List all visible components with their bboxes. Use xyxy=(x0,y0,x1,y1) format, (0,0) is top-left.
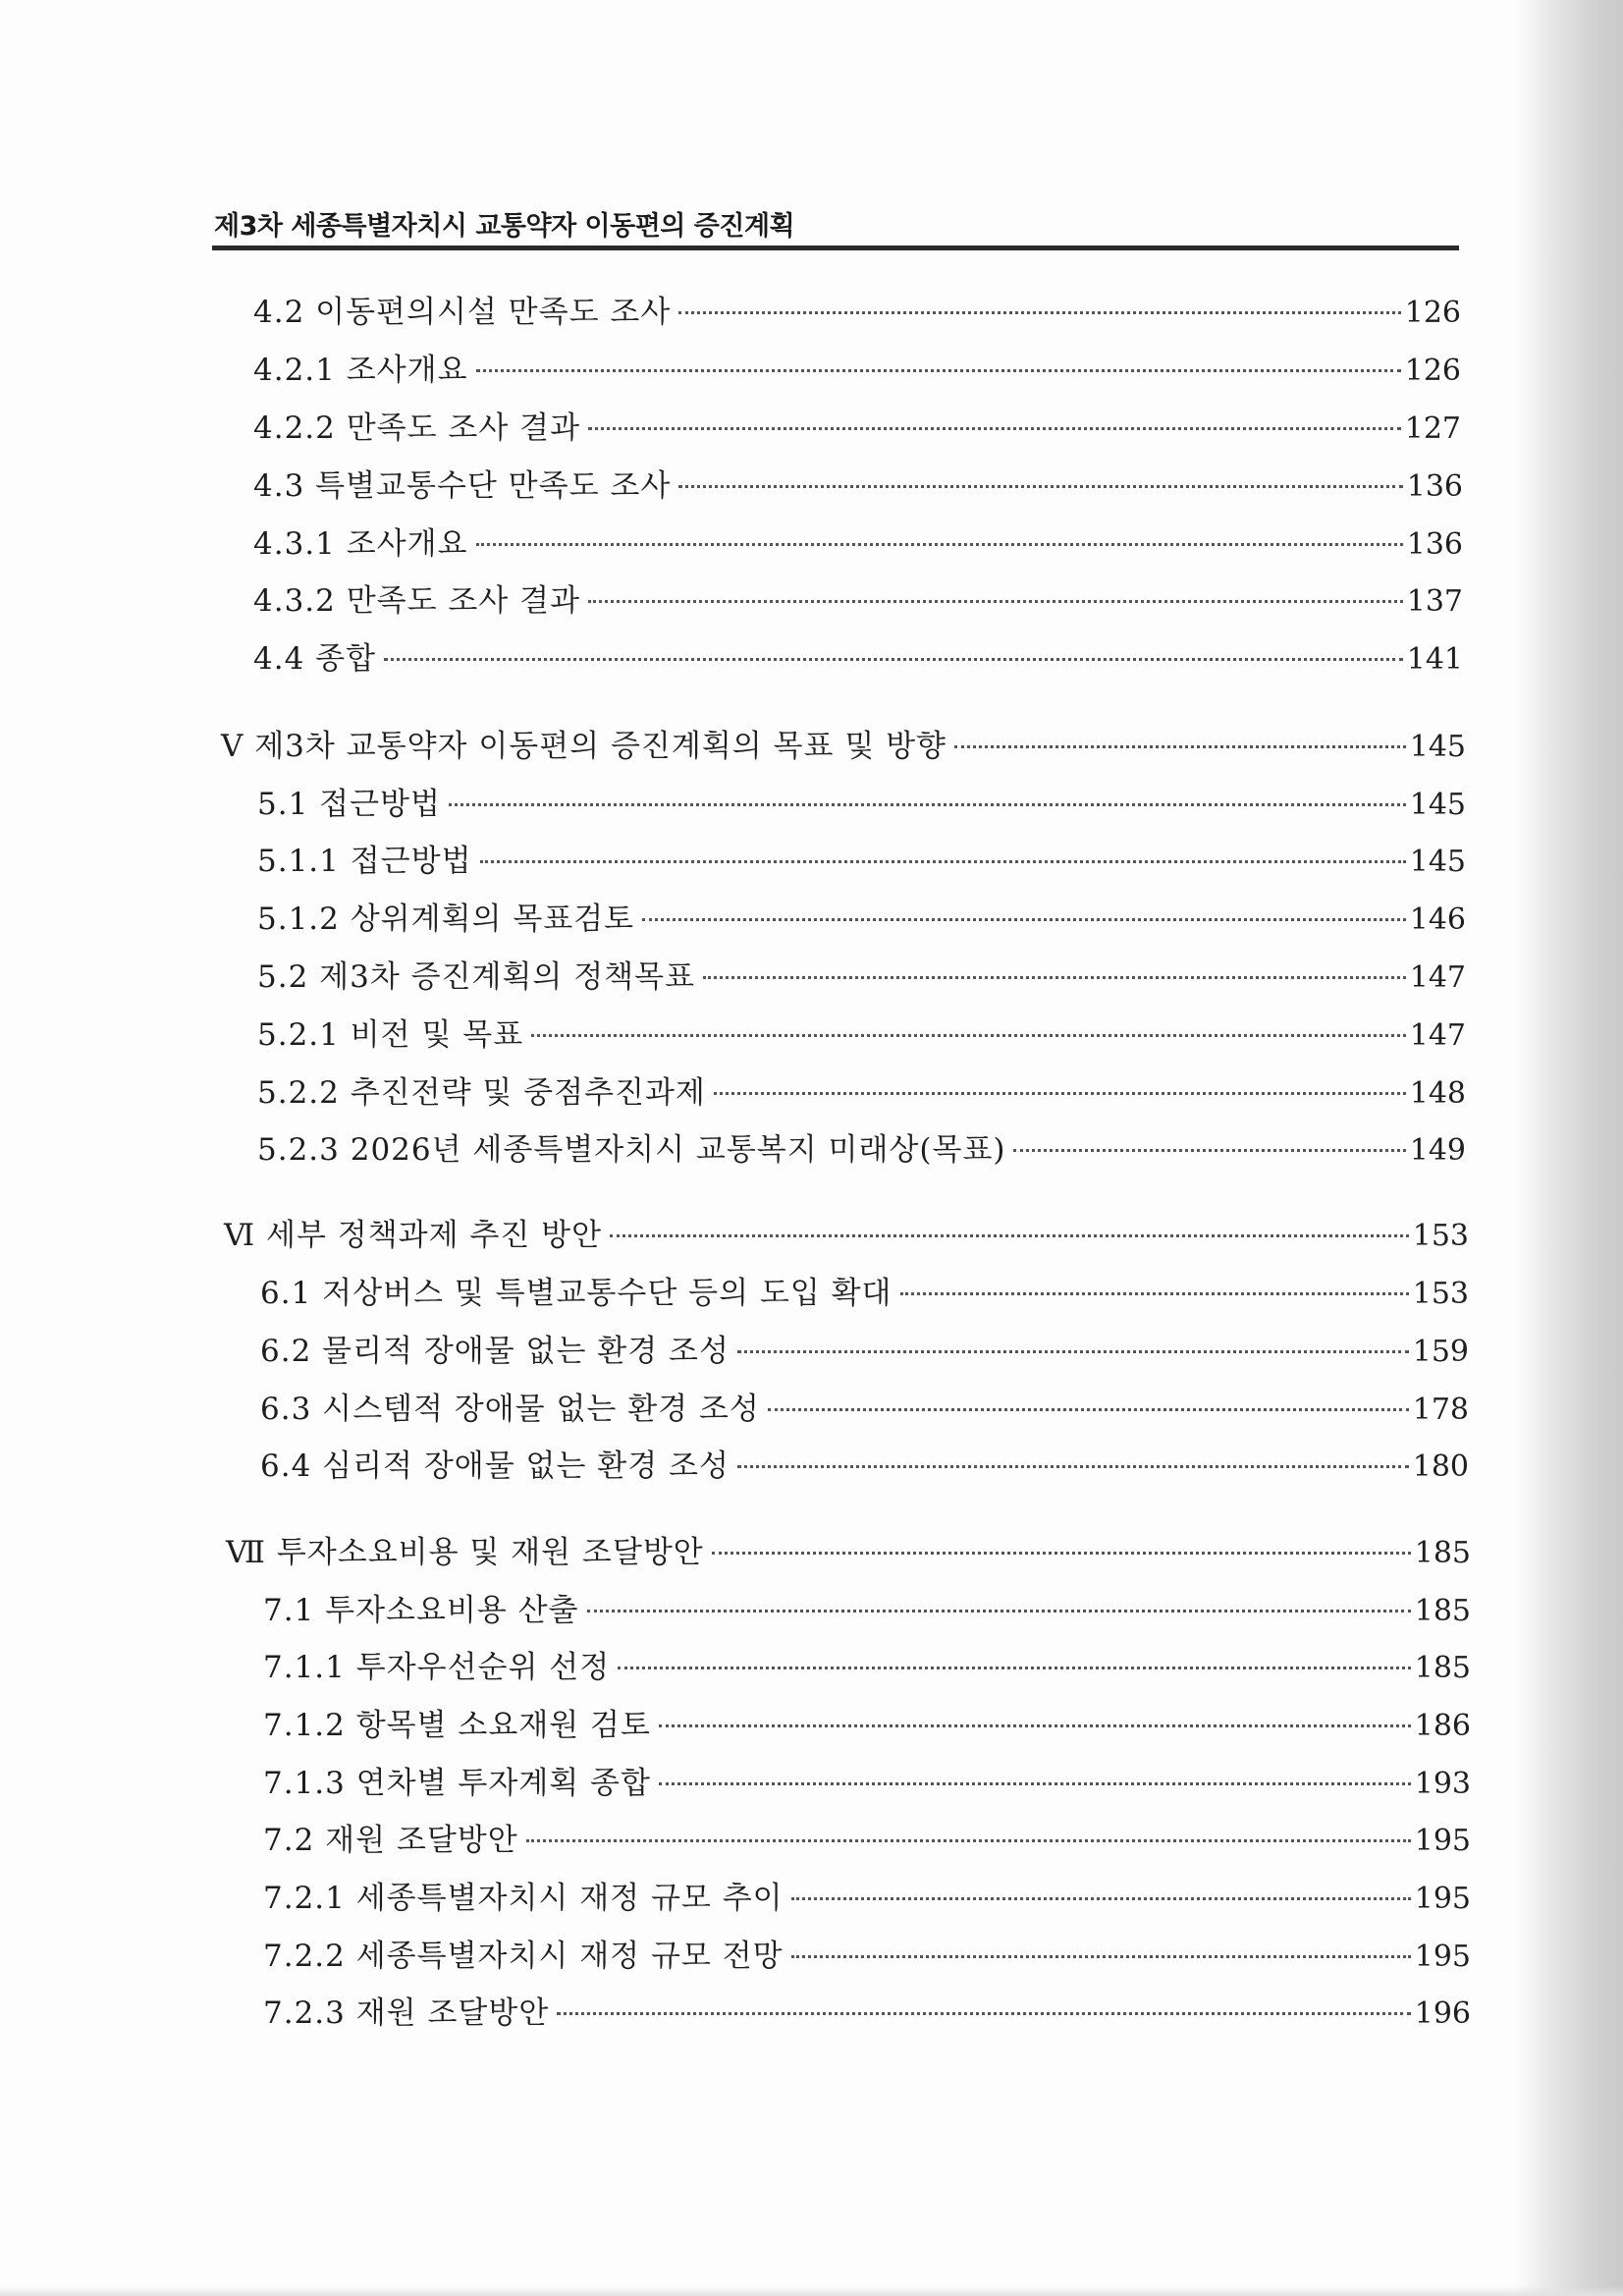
toc-entry-title: 5.1 접근방법 xyxy=(257,787,441,822)
toc-entry-page-number: 180 xyxy=(1412,1449,1469,1484)
toc-dot-leader xyxy=(588,427,1401,430)
toc-dot-leader xyxy=(1013,1149,1405,1152)
toc-entry-page-number: 147 xyxy=(1409,1018,1466,1053)
toc-entry xyxy=(224,1216,1469,1255)
toc-dot-leader xyxy=(476,369,1401,372)
toc-entry-page-number: 136 xyxy=(1406,527,1463,562)
toc-entry-title: 6.2 물리적 장애물 없는 환경 조성 xyxy=(260,1334,730,1369)
toc-entry-page-number: 185 xyxy=(1414,1651,1471,1685)
toc-dot-leader xyxy=(480,860,1406,863)
toc-entry xyxy=(263,1937,1471,1976)
toc-entry xyxy=(253,581,1463,621)
toc-entry xyxy=(263,1764,1471,1803)
toc-entry xyxy=(253,524,1463,564)
toc-dot-leader xyxy=(791,1897,1411,1900)
toc-entry-title: 7.1.2 항목별 소요재원 검토 xyxy=(263,1708,651,1743)
toc-entry xyxy=(263,1591,1471,1630)
toc-dot-leader xyxy=(557,2012,1410,2015)
toc-entry-page-number: 146 xyxy=(1409,902,1466,937)
toc-dot-leader xyxy=(900,1292,1409,1295)
toc-entry xyxy=(263,1821,1471,1860)
toc-entry xyxy=(260,1390,1469,1429)
toc-entry xyxy=(257,1073,1466,1113)
scan-shadow-edge xyxy=(1515,0,1623,2296)
toc-entry xyxy=(253,409,1461,448)
toc-entry-title: 6.1 저상버스 및 특별교통수단 등의 도입 확대 xyxy=(260,1276,893,1311)
toc-dot-leader xyxy=(659,1724,1411,1727)
toc-dot-leader xyxy=(588,600,1403,603)
toc-entry-page-number: 193 xyxy=(1414,1767,1471,1801)
toc-entry-page-number: 147 xyxy=(1409,960,1466,995)
toc-entry-page-number: 195 xyxy=(1414,1882,1471,1916)
toc-dot-leader xyxy=(703,976,1406,979)
toc-entry-title: 4.3.2 만족도 조사 결과 xyxy=(253,583,581,619)
toc-entry-page-number: 178 xyxy=(1412,1393,1469,1427)
toc-entry-page-number: 153 xyxy=(1412,1277,1469,1311)
toc-entry-title: 7.2.2 세종특별자치시 재정 규모 전망 xyxy=(263,1939,784,1974)
toc-dot-leader xyxy=(954,745,1406,748)
toc-entry xyxy=(260,1447,1469,1486)
toc-entry-title: 4.2 이동편의시설 만족도 조사 xyxy=(253,295,672,330)
toc-entry-title: 5.2.1 비전 및 목표 xyxy=(257,1017,524,1053)
toc-dot-leader xyxy=(642,918,1406,921)
toc-entry-title: 5.2.2 추진전략 및 중점추진과제 xyxy=(257,1075,706,1111)
toc-entry xyxy=(257,1015,1466,1055)
toc-entry-title: Ⅶ 투자소요비용 및 재원 조달방안 xyxy=(226,1535,704,1570)
toc-entry-title: 5.1.2 상위계획의 목표검토 xyxy=(257,902,635,937)
header-rule xyxy=(212,246,1459,250)
toc-dot-leader xyxy=(678,311,1400,314)
toc-entry-page-number: 186 xyxy=(1414,1709,1471,1743)
toc-entry-page-number: 126 xyxy=(1404,296,1461,330)
toc-dot-leader xyxy=(659,1782,1411,1785)
toc-entry-title: 4.4 종합 xyxy=(253,641,377,677)
toc-entry-page-number: 145 xyxy=(1409,845,1466,879)
toc-entry xyxy=(253,639,1463,679)
toc-dot-leader xyxy=(610,1234,1409,1237)
toc-entry-page-number: 141 xyxy=(1406,642,1463,677)
toc-entry-page-number: 153 xyxy=(1412,1219,1469,1253)
toc-dot-leader xyxy=(587,1610,1411,1613)
toc-entry xyxy=(263,1994,1471,2033)
toc-entry-page-number: 196 xyxy=(1414,1996,1471,2031)
toc-dot-leader xyxy=(678,485,1402,488)
toc-dot-leader xyxy=(768,1408,1409,1411)
toc-entry-title: 5.2.3 2026년 세종특별자치시 교통복지 미래상(목표) xyxy=(257,1132,1006,1168)
toc-entry xyxy=(253,293,1461,332)
toc-entry-title: 5.2 제3차 증진계획의 정책목표 xyxy=(257,959,695,995)
toc-dot-leader xyxy=(737,1350,1409,1353)
toc-entry xyxy=(257,842,1466,881)
toc-dot-leader xyxy=(791,1955,1411,1958)
toc-entry-page-number: 149 xyxy=(1409,1133,1466,1168)
toc-entry xyxy=(263,1879,1471,1918)
toc-entry xyxy=(260,1332,1469,1371)
toc-entry-page-number: 159 xyxy=(1412,1335,1469,1369)
toc-entry xyxy=(257,1130,1466,1170)
toc-dot-leader xyxy=(712,1552,1411,1555)
toc-entry xyxy=(257,900,1466,939)
toc-entry xyxy=(257,957,1466,997)
toc-entry-title: 7.2.3 재원 조달방안 xyxy=(263,1995,550,2031)
toc-entry xyxy=(263,1706,1471,1745)
toc-entry xyxy=(257,785,1466,824)
toc-entry-title: 7.1.3 연차별 투자계획 종합 xyxy=(263,1766,651,1801)
toc-dot-leader xyxy=(618,1667,1411,1669)
toc-dot-leader xyxy=(737,1465,1409,1468)
toc-entry xyxy=(253,466,1463,506)
toc-entry-title: 7.2.1 세종특별자치시 재정 규모 추이 xyxy=(263,1881,784,1916)
toc-dot-leader xyxy=(384,658,1403,661)
toc-dot-leader xyxy=(714,1092,1406,1095)
toc-entry-page-number: 127 xyxy=(1404,411,1461,446)
toc-entry xyxy=(221,727,1466,766)
toc-entry-page-number: 185 xyxy=(1414,1536,1471,1570)
toc-entry-title: 6.4 심리적 장애물 없는 환경 조성 xyxy=(260,1449,730,1484)
toc-entry-title: 4.3.1 조사개요 xyxy=(253,526,468,562)
toc-entry-page-number: 126 xyxy=(1404,354,1461,388)
running-header: 제3차 세종특별자치시 교통약자 이동편의 증진계획 xyxy=(214,211,795,242)
toc-dot-leader xyxy=(531,1034,1406,1037)
toc-entry-title: 6.3 시스템적 장애물 없는 환경 조성 xyxy=(260,1392,760,1427)
toc-entry xyxy=(253,351,1461,390)
toc-entry-title: 4.2.1 조사개요 xyxy=(253,353,468,388)
toc-entry-title: 5.1.1 접근방법 xyxy=(257,844,472,879)
toc-entry xyxy=(226,1533,1471,1572)
toc-entry-page-number: 195 xyxy=(1414,1940,1471,1974)
toc-entry xyxy=(263,1648,1471,1687)
toc-entry-title: Ⅴ 제3차 교통약자 이동편의 증진계획의 목표 및 방향 xyxy=(221,729,947,764)
toc-entry-page-number: 145 xyxy=(1409,788,1466,822)
toc-entry-title: Ⅵ 세부 정책과제 추진 방안 xyxy=(224,1218,603,1253)
toc-entry-page-number: 185 xyxy=(1414,1594,1471,1628)
toc-entry-page-number: 148 xyxy=(1409,1076,1466,1111)
toc-entry-title: 7.2 재원 조달방안 xyxy=(263,1823,518,1858)
toc-entry-page-number: 136 xyxy=(1406,469,1463,504)
toc-entry xyxy=(260,1274,1469,1313)
toc-dot-leader xyxy=(476,543,1403,546)
toc-entry-title: 7.1.1 투자우선순위 선정 xyxy=(263,1650,611,1685)
toc-dot-leader xyxy=(449,803,1406,806)
toc-entry-page-number: 137 xyxy=(1406,584,1463,619)
toc-entry-title: 4.2.2 만족도 조사 결과 xyxy=(253,410,581,446)
toc-entry-page-number: 195 xyxy=(1414,1824,1471,1858)
toc-entry-title: 4.3 특별교통수단 만족도 조사 xyxy=(253,468,672,504)
toc-entry-title: 7.1 투자소요비용 산출 xyxy=(263,1593,579,1628)
scan-bottom-edge xyxy=(0,2286,1623,2296)
toc-dot-leader xyxy=(526,1839,1411,1842)
toc-entry-page-number: 145 xyxy=(1409,730,1466,764)
